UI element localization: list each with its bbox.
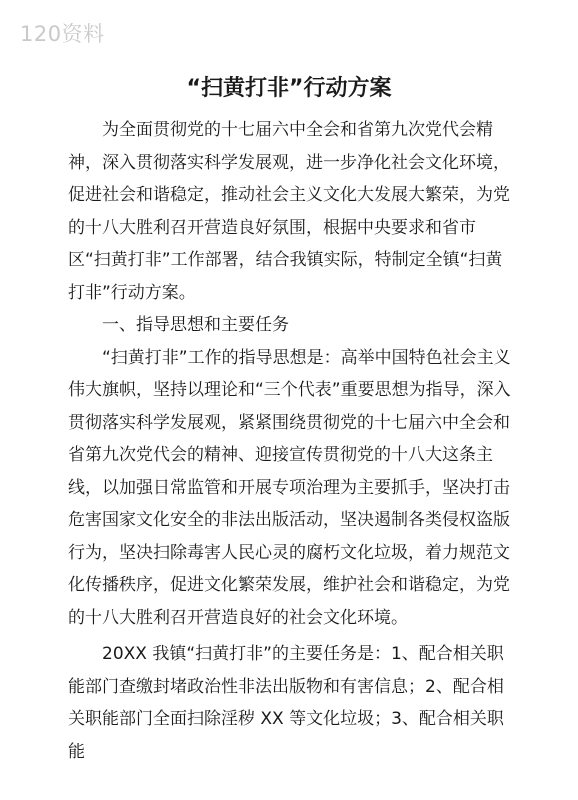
page-title: “扫黄打非”行动方案 [186, 76, 392, 101]
section-heading: 一、指导思想和主要任务 [102, 315, 289, 335]
guiding-ideology-paragraph: “扫黄打非”工作的指导思想是：高举中国特色社会主义伟大旗帜，坚持以理论和“三个代表”重要思想为指导，深入贯彻落实科学发展观，紧紧围绕贯彻党的十七届六中全会和省第九次党代会的精神、迎接宣传贯彻党的十八大这条主线，以加强日常监管和开展专项治理为主要抓手，坚决打击危害国家文化安全的非法出版活动，坚决遏制各类侵权盗版行为，坚决扫除毒害人民心灵的腐朽文化垃圾，着力规范文化传播秩序，促进文化繁荣发展，维护社会和谐稳定，为党的十八大胜利召开营造良好的社会文化环境。 [68, 347, 511, 628]
main-tasks-paragraph: 20XX 我镇“扫黄打非”的主要任务是：1、配合相关职能部门查缴封堵政治性非法出版物和有害信息；2、配合相关职能部门全面扫除淫秽 XX 等文化垃圾；3、配合相关职能 [68, 644, 504, 762]
document-body [68, 114, 516, 768]
intro-paragraph: 为全面贯彻党的十七届六中全会和省第九次党代会精神，深入贯彻落实科学发展观，进一步净化社会文化环境，促进社会和谐稳定，推动社会主义文化大发展大繁荣，为党的十八大胜利召开营造良好氛围，根据中央要求和省市区“扫黄打非”工作部署，结合我镇实际，特制定全镇“扫黄打非”行动方案。 [68, 120, 510, 303]
watermark: 120资料 [20, 22, 105, 46]
